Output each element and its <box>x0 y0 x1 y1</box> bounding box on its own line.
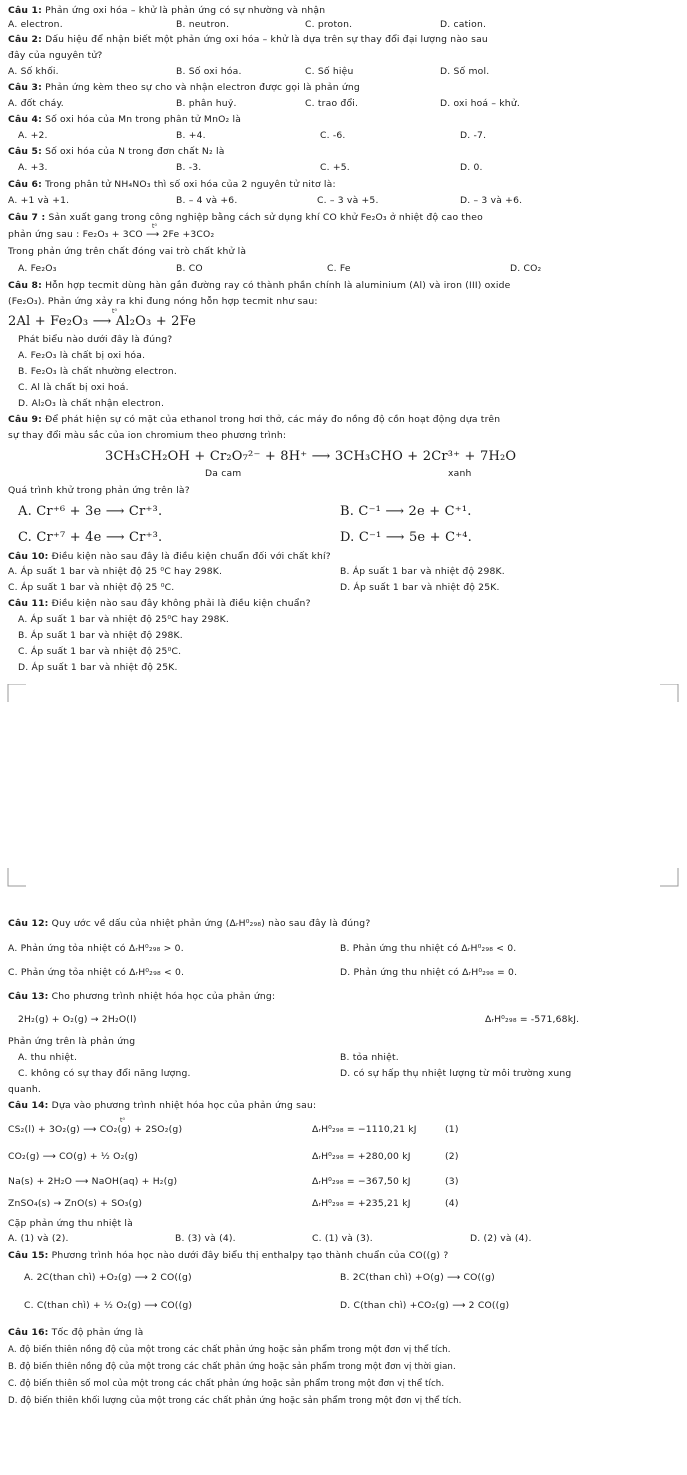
question-12 <box>8 918 370 929</box>
question-label: Câu 10: <box>8 551 49 562</box>
arrow-label: t⁰ <box>120 1117 126 1124</box>
question-label: Câu 1: <box>8 5 42 16</box>
question-label: Câu 6: <box>8 179 42 190</box>
question-label: Câu 5: <box>8 146 42 157</box>
option-d: D. -7. <box>460 130 487 141</box>
reaction-number-2: (2) <box>445 1151 459 1162</box>
option-d: D. 0. <box>460 162 483 173</box>
option-a: A. (1) và (2). <box>8 1233 69 1244</box>
option-c: C. không có sự thay đổi năng lượng. <box>18 1068 191 1079</box>
option-b: B. Số oxi hóa. <box>176 66 242 77</box>
question-14 <box>8 1100 316 1111</box>
option-c: C. Fe <box>327 263 351 274</box>
option-d: D. Phản ứng thu nhiệt có ΔᵣH⁰₂₉₈ = 0. <box>340 967 518 978</box>
option-b: B. phân huỷ. <box>176 98 237 109</box>
option-b: B. Fe₂O₃ là chất nhường electron. <box>18 366 177 377</box>
question-label: Câu 11: <box>8 598 49 609</box>
option-b: B. Áp suất 1 bar và nhiệt độ 298K. <box>18 630 183 641</box>
option-d: D. CO₂ <box>510 263 542 274</box>
option-d: D. Số mol. <box>440 66 490 77</box>
option-a: A. +1 và +1. <box>8 195 70 206</box>
question-text: Dựa vào phương trình nhiệt hóa học của phản ứng sau: <box>51 1100 317 1111</box>
question-label: Câu 8: <box>8 280 42 291</box>
reaction-3: Na(s) + 2H₂O ⟶ NaOH(aq) + H₂(g) <box>8 1176 178 1187</box>
option-c: C. Al là chất bị oxi hoá. <box>18 382 129 393</box>
option-b: B. Phản ứng thu nhiệt có ΔᵣH⁰₂₉₈ < 0. <box>340 943 517 954</box>
question-text-cont: đây của nguyên tử? <box>8 50 103 61</box>
reaction-number-1: (1) <box>445 1124 459 1135</box>
question-text: Cho phương trình nhiệt hóa học của phản ứng: <box>51 991 276 1002</box>
question-text-cont: sự thay đổi màu sắc của ion chromium theo phương trình: <box>8 430 287 441</box>
question-4 <box>8 114 241 125</box>
question-text: Số oxi hóa của Mn trong phân tử MnO₂ là <box>45 114 242 125</box>
option-a: A. +3. <box>18 162 48 173</box>
question-label: Câu 3: <box>8 82 42 93</box>
corner-bottom-right <box>660 868 678 886</box>
option-d: D. oxi hoá – khử. <box>440 98 520 109</box>
question-text: Trong phân tử NH₄NO₃ thì số oxi hóa của 2 nguyên tử nitơ là: <box>45 179 336 190</box>
option-c: C. +5. <box>320 162 350 173</box>
question-13 <box>8 991 275 1002</box>
question-text: Phản ứng kèm theo sự cho và nhận electron được gọi là phản ứng <box>45 82 360 93</box>
page-break-corners <box>0 684 687 894</box>
question-text: Số oxi hóa của N trong đơn chất N₂ là <box>45 146 225 157</box>
option-d: D. cation. <box>440 19 487 30</box>
corner-top-right <box>660 684 678 702</box>
option-d: D. C(than chì) +CO₂(g) ⟶ 2 CO((g) <box>340 1300 510 1311</box>
question-text: Quy ước về dấu của nhiệt phản ứng (ΔᵣH⁰₂₉₈) nào sau đây là đúng? <box>51 918 371 929</box>
question-text-cont: Trong phản ứng trên chất đóng vai trò chất khử là <box>8 246 247 257</box>
option-d: D. có sự hấp thụ nhiệt lượng từ môi trường xung <box>340 1068 572 1079</box>
option-b: B. 2C(than chì) +O(g) ⟶ CO((g) <box>340 1272 495 1283</box>
question-text: Điều kiện nào sau đây là điều kiện chuẩn đối với chất khí? <box>51 551 331 562</box>
arrow-label: t⁰ <box>112 308 118 315</box>
reaction-1: CS₂(l) + 3O₂(g) ⟶ CO₂(g) + 2SO₂(g) <box>8 1124 183 1135</box>
question-text: Để phát hiện sự có mặt của ethanol trong hơi thở, các máy đo nồng độ cồn hoạt động dựa trên <box>45 414 501 425</box>
option-b: B. neutron. <box>176 19 230 30</box>
option-c: C. Áp suất 1 bar và nhiệt độ 25⁰C. <box>18 646 182 657</box>
reaction-equation: 2Al + Fe₂O₃ ⟶ Al₂O₃ + 2Fe <box>8 314 197 329</box>
question-11 <box>8 598 311 609</box>
option-b: B. C⁻¹ ⟶ 2e + C⁺¹. <box>340 504 472 519</box>
question-text-cont: Quá trình khử trong phản ứng trên là? <box>8 485 190 496</box>
option-b: B. độ biến thiên nồng độ của một trong các chất phản ứng hoặc sản phẩm trong một đơn vị thời gian. <box>8 1362 456 1372</box>
question-text-cont: (Fe₂O₃). Phản ứng xảy ra khi đung nóng hỗn hợp tecmit như sau: <box>8 296 318 307</box>
option-b: B. – 4 và +6. <box>176 195 238 206</box>
option-b: B. tỏa nhiệt. <box>340 1052 399 1063</box>
question-1 <box>8 5 325 16</box>
reaction-equation: 3CH₃CH₂OH + Cr₂O₇²⁻ + 8H⁺ ⟶ 3CH₃CHO + 2Cr³⁺ + 7H₂O <box>105 449 517 464</box>
option-c: C. Số hiệu <box>305 66 354 77</box>
option-c: C. Cr⁺⁷ + 4e ⟶ Cr⁺³. <box>18 530 163 545</box>
option-c: C. -6. <box>320 130 346 141</box>
question-label: Câu 4: <box>8 114 42 125</box>
question-label: Câu 15: <box>8 1250 49 1261</box>
question-label: Câu 14: <box>8 1100 49 1111</box>
question-15 <box>8 1250 448 1261</box>
option-a: A. +2. <box>18 130 48 141</box>
option-a: A. electron. <box>8 19 63 30</box>
option-b: B. CO <box>176 263 203 274</box>
question-text-cont: Phản ứng trên là phản ứng <box>8 1036 136 1047</box>
option-d: D. độ biến thiên khối lượng của một trong các chất phản ứng hoặc sản phẩm trong một đơn vị thể tích. <box>8 1396 462 1406</box>
option-c: C. C(than chì) + ½ O₂(g) ⟶ CO((g) <box>24 1300 193 1311</box>
option-c: C. Áp suất 1 bar và nhiệt độ 25 ⁰C. <box>8 582 175 593</box>
option-a: A. thu nhiệt. <box>18 1052 78 1063</box>
option-b: B. Áp suất 1 bar và nhiệt độ 298K. <box>340 566 505 577</box>
option-a: A. 2C(than chì) +O₂(g) ⟶ 2 CO((g) <box>24 1272 192 1283</box>
reaction-equation: phản ứng sau : Fe₂O₃ + 3CO ⟶ 2Fe +3CO₂ <box>8 229 215 240</box>
question-text: Tốc độ phản ứng là <box>51 1327 144 1338</box>
question-9 <box>8 414 500 425</box>
option-d: D. C⁻¹ ⟶ 5e + C⁺⁴. <box>340 530 473 545</box>
option-a: A. độ biến thiên nồng độ của một trong các chất phản ứng hoặc sản phẩm trong một đơn vị thể tích. <box>8 1345 451 1355</box>
option-c: C. độ biến thiên số mol của một trong các chất phản ứng hoặc sản phẩm trong một đơn vị thể tích. <box>8 1379 445 1389</box>
enthalpy-value: ΔᵣH⁰₂₉₈ = -571,68kJ. <box>485 1014 580 1025</box>
question-label: Câu 16: <box>8 1327 49 1338</box>
question-10 <box>8 551 331 562</box>
enthalpy-2: ΔᵣH⁰₂₉₈ = +280,00 kJ <box>312 1151 411 1162</box>
question-text: Phản ứng oxi hóa – khử là phản ứng có sự nhường và nhận <box>45 5 326 16</box>
question-label: Câu 9: <box>8 414 42 425</box>
reaction-2: CO₂(g) ⟶ CO(g) + ½ O₂(g) <box>8 1151 139 1162</box>
question-text: Sản xuất gang trong công nghiệp bằng cách sử dụng khí CO khử Fe₂O₃ ở nhiệt độ cao theo <box>48 212 483 223</box>
corner-bottom-left <box>8 868 26 886</box>
question-label: Câu 2: <box>8 34 42 45</box>
question-5 <box>8 146 225 157</box>
question-text: Hỗn hợp tecmit dùng hàn gắn đường ray có thành phần chính là aluminium (Al) và iron (III) oxide <box>45 280 511 291</box>
reaction-4: ZnSO₄(s) → ZnO(s) + SO₃(g) <box>8 1198 143 1209</box>
color-label-orange: Da cam <box>205 468 242 479</box>
option-a: A. Fe₂O₃ là chất bị oxi hóa. <box>18 350 146 361</box>
option-a: A. Áp suất 1 bar và nhiệt độ 25 ⁰C hay 298K. <box>8 566 223 577</box>
question-7 <box>8 212 483 223</box>
question-label: Câu 13: <box>8 991 49 1002</box>
question-2 <box>8 34 488 45</box>
option-d: D. Al₂O₃ là chất nhận electron. <box>18 398 165 409</box>
option-a: A. Số khối. <box>8 66 59 77</box>
option-c: C. – 3 và +5. <box>317 195 379 206</box>
question-text-cont: Cặp phản ứng thu nhiệt là <box>8 1218 133 1229</box>
reaction-number-4: (4) <box>445 1198 459 1209</box>
option-a: A. Fe₂O₃ <box>18 263 57 274</box>
enthalpy-1: ΔᵣH⁰₂₉₈ = −1110,21 kJ <box>312 1124 417 1135</box>
option-c: C. Phản ứng tỏa nhiệt có ΔᵣH⁰₂₉₈ < 0. <box>8 967 185 978</box>
option-b: B. -3. <box>176 162 202 173</box>
question-3 <box>8 82 360 93</box>
option-a: A. Áp suất 1 bar và nhiệt độ 25⁰C hay 298K. <box>18 614 230 625</box>
question-6 <box>8 179 336 190</box>
enthalpy-3: ΔᵣH⁰₂₉₈ = −367,50 kJ <box>312 1176 411 1187</box>
enthalpy-4: ΔᵣH⁰₂₉₈ = +235,21 kJ <box>312 1198 411 1209</box>
question-text: Điều kiện nào sau đây không phải là điều kiện chuẩn? <box>51 598 311 609</box>
question-label: Câu 12: <box>8 918 49 929</box>
question-8 <box>8 280 510 291</box>
question-16 <box>8 1327 143 1338</box>
reaction-number-3: (3) <box>445 1176 459 1187</box>
option-a: A. đốt cháy. <box>8 98 64 109</box>
corner-top-left <box>8 684 26 702</box>
option-d: D. (2) và (4). <box>470 1233 532 1244</box>
arrow-label: t⁰ <box>152 223 158 230</box>
option-d-cont: quanh. <box>8 1084 42 1095</box>
question-text: Dấu hiệu để nhận biết một phản ứng oxi hóa – khử là dựa trên sự thay đổi đại lượng nào sau <box>45 34 488 45</box>
question-label: Câu 7 : <box>8 212 46 223</box>
option-d: D. Áp suất 1 bar và nhiệt độ 25K. <box>340 582 500 593</box>
reaction-equation: 2H₂(g) + O₂(g) → 2H₂O(l) <box>18 1014 137 1025</box>
option-b: B. (3) và (4). <box>175 1233 236 1244</box>
option-b: B. +4. <box>176 130 206 141</box>
option-d: D. – 3 và +6. <box>460 195 523 206</box>
option-a: A. Cr⁺⁶ + 3e ⟶ Cr⁺³. <box>18 504 163 519</box>
question-text-cont: Phát biểu nào dưới đây là đúng? <box>18 334 173 345</box>
question-text: Phương trình hóa học nào dưới đây biểu thị enthalpy tạo thành chuẩn của CO((g) ? <box>51 1250 449 1261</box>
option-c: C. (1) và (3). <box>312 1233 373 1244</box>
option-c: C. proton. <box>305 19 353 30</box>
option-c: C. trao đổi. <box>305 98 359 109</box>
option-a: A. Phản ứng tỏa nhiệt có ΔᵣH⁰₂₉₈ > 0. <box>8 943 184 954</box>
option-d: D. Áp suất 1 bar và nhiệt độ 25K. <box>18 662 178 673</box>
color-label-green: xanh <box>448 468 472 479</box>
